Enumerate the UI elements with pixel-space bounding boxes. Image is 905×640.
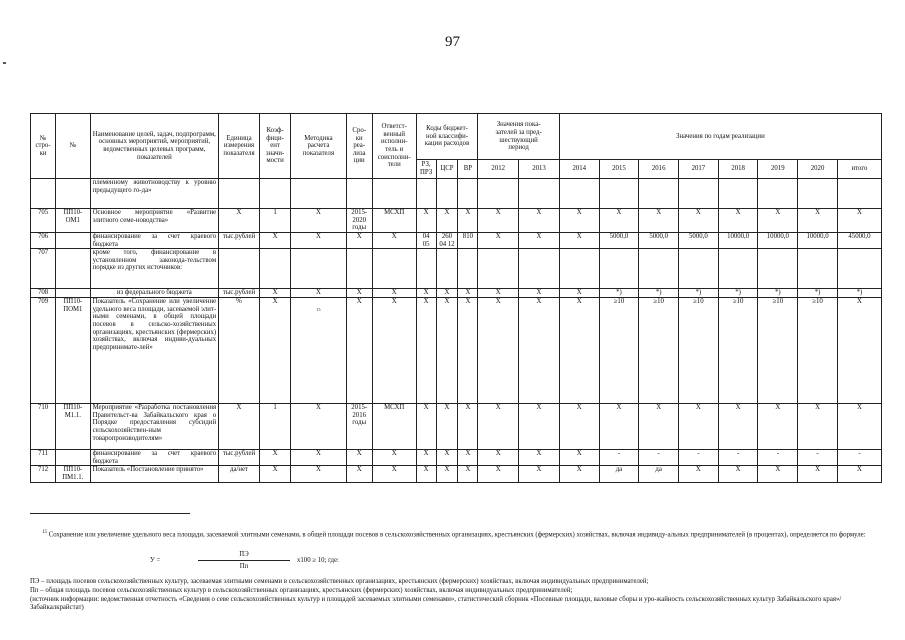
- row-term: 2015-2020 годы: [346, 209, 372, 233]
- table-row: [31, 249, 882, 289]
- row-name: Показатель «Сохранение или увеличение удельного веса площади, засеваемой элит-ными семенами, в общей площади посевов в сельско-хозяйственных организациях, крестьянских (фермерских) хозяйствах, включая индиви-дуальных предпринимате-лей»: [90, 298, 219, 404]
- table-row: [31, 233, 882, 249]
- row-value-2016: 5000,0: [639, 233, 679, 249]
- row-value-2013: Х: [519, 466, 560, 482]
- row-code: ПП10-ПМ1.1.: [56, 466, 90, 482]
- row-value-2015: -: [599, 450, 639, 466]
- row-value-2019: *): [758, 289, 798, 298]
- row-value-итого: *): [837, 289, 881, 298]
- table-row: [31, 289, 882, 298]
- row-value-2013: [519, 179, 560, 209]
- row-method: Х: [291, 233, 346, 249]
- header-vr: ВР: [458, 160, 478, 179]
- row-rz: Х: [416, 466, 436, 482]
- row-method: Х: [291, 466, 346, 482]
- row-method: [291, 249, 346, 289]
- row-value-2014: [559, 249, 599, 289]
- header-year-2020: 2020: [798, 160, 838, 179]
- row-unit: [219, 179, 260, 209]
- row-term: Х: [346, 289, 372, 298]
- row-value-2019: ≥10: [758, 298, 798, 404]
- header-method: Методика расчета показателя: [291, 114, 346, 179]
- row-term: Х: [346, 233, 372, 249]
- row-code: ПП10-М1.1.: [56, 404, 90, 450]
- row-value-2020: 10000,0: [798, 233, 838, 249]
- row-value-2018: Х: [718, 209, 758, 233]
- row-value-2019: Х: [758, 404, 798, 450]
- row-responsible: Х: [372, 466, 416, 482]
- row-csr: 260 04 12: [436, 233, 458, 249]
- table-row: [31, 298, 882, 404]
- formula-fraction: [198, 551, 290, 570]
- row-coef: [259, 179, 290, 209]
- row-value-2012: Х: [478, 233, 519, 249]
- definition-source: (источник информации: ведомственная отчетность «Сведения о севе сельскохозяйственных культур и площадей засеваемых элитными семенами», статистический сборник «Посевные площади, валовые сборы и уро-жайность сельскохозяйственных культур Забайкальского края»/Забайкалкрайстат): [30, 596, 842, 611]
- table-row: [31, 450, 882, 466]
- fraction-line: [198, 560, 290, 561]
- row-value-2019: Х: [758, 209, 798, 233]
- header-by-years: Значения по годам реализации: [559, 114, 881, 160]
- row-csr: Х: [436, 298, 458, 404]
- row-number: 706: [31, 233, 56, 249]
- row-rz: [416, 249, 436, 289]
- row-number: 709: [31, 298, 56, 404]
- page-number: 97: [445, 34, 460, 50]
- row-code: ПП10-ОМ1: [56, 209, 90, 233]
- footnote-text: [30, 529, 882, 539]
- header-coef: Коэф- фици- ент значи- мости: [259, 114, 290, 179]
- row-value-2017: [679, 179, 719, 209]
- row-value-2020: Х: [798, 404, 838, 450]
- row-value-2013: Х: [519, 233, 560, 249]
- row-method: Х: [291, 450, 346, 466]
- row-value-2016: [639, 249, 679, 289]
- table-row: [31, 209, 882, 233]
- header-csr: ЦСР: [436, 160, 458, 179]
- row-vr: [458, 249, 478, 289]
- row-value-2012: Х: [478, 404, 519, 450]
- row-value-2016: *): [639, 289, 679, 298]
- row-value-2013: Х: [519, 298, 560, 404]
- row-value-2014: Х: [559, 450, 599, 466]
- row-vr: [458, 179, 478, 209]
- row-method: [291, 179, 346, 209]
- row-value-2020: ≥10: [798, 298, 838, 404]
- row-rz: Х: [416, 298, 436, 404]
- row-value-итого: Х: [837, 404, 881, 450]
- row-value-2019: Х: [758, 466, 798, 482]
- row-value-2018: [718, 249, 758, 289]
- header-no: №: [56, 114, 90, 179]
- row-value-2017: Х: [679, 209, 719, 233]
- row-unit: тыс.рублей: [219, 450, 260, 466]
- row-vr: 810: [458, 233, 478, 249]
- row-csr: Х: [436, 209, 458, 233]
- row-csr: [436, 179, 458, 209]
- row-value-2020: Х: [798, 466, 838, 482]
- row-value-2012: [478, 249, 519, 289]
- row-value-2014: Х: [559, 298, 599, 404]
- row-code: [56, 249, 90, 289]
- row-vr: Х: [458, 298, 478, 404]
- row-value-2017: [679, 249, 719, 289]
- row-rz: [416, 179, 436, 209]
- row-number: 707: [31, 249, 56, 289]
- row-value-2016: -: [639, 450, 679, 466]
- row-value-2015: Х: [599, 209, 639, 233]
- row-coef: 1: [259, 404, 290, 450]
- row-value-2014: Х: [559, 233, 599, 249]
- row-value-2016: да: [639, 466, 679, 482]
- row-value-2017: Х: [679, 466, 719, 482]
- row-code: [56, 179, 90, 209]
- row-name: кроме того, финансирование в установленном законода-тельством порядке из других источников:: [90, 249, 219, 289]
- row-value-2016: Х: [639, 404, 679, 450]
- row-coef: Х: [259, 298, 290, 404]
- row-name: Основное мероприятие «Развитие элитного семе-новодства»: [90, 209, 219, 233]
- row-value-2013: [519, 249, 560, 289]
- row-coef: 1: [259, 209, 290, 233]
- row-value-2012: Х: [478, 209, 519, 233]
- row-value-2012: Х: [478, 289, 519, 298]
- row-value-2017: -: [679, 450, 719, 466]
- row-number: 712: [31, 466, 56, 482]
- row-responsible: Х: [372, 233, 416, 249]
- row-unit: тыс.рублей: [219, 233, 260, 249]
- header-row-no: № стро- ки: [31, 114, 56, 179]
- row-value-2020: [798, 179, 838, 209]
- row-value-2012: Х: [478, 450, 519, 466]
- row-value-2018: Х: [718, 404, 758, 450]
- header-rz: РЗ, ПРЗ: [416, 160, 436, 179]
- row-number: 711: [31, 450, 56, 466]
- row-responsible: [372, 249, 416, 289]
- row-value-итого: Х: [837, 209, 881, 233]
- header-year-2014: 2014: [559, 160, 599, 179]
- row-code: ПП10-ПОМ1: [56, 298, 90, 404]
- header-name: Наименование целей, задач, подпрограмм, основных мероприятий, мероприятий, ведомственных целевых программ, показателей: [90, 114, 219, 179]
- row-value-2013: Х: [519, 404, 560, 450]
- row-csr: Х: [436, 450, 458, 466]
- table-row: [31, 179, 882, 209]
- row-method: Х: [291, 209, 346, 233]
- row-name: финансирование за счет краевого бюджета: [90, 233, 219, 249]
- row-value-2016: [639, 179, 679, 209]
- margin-mark: [3, 62, 6, 64]
- row-unit: Х: [219, 209, 260, 233]
- header-total: итого: [837, 160, 881, 179]
- header-year-2013: 2013: [519, 160, 560, 179]
- row-value-2020: Х: [798, 209, 838, 233]
- footnote-text-body: Сохранение или увеличение удельного веса площади, засеваемой элитными семенами, в общей площади посевов в сельскохозяйственных организациях, крестьянских (фермерских) хозяйствах, включая индивиду-альных предпринимателей (в процентах), определяется по формуле:: [48, 531, 866, 539]
- row-vr: Х: [458, 466, 478, 482]
- row-method: 15: [291, 298, 346, 404]
- row-value-2019: 10000,0: [758, 233, 798, 249]
- row-term: 2015-2016 годы: [346, 404, 372, 450]
- row-value-2018: *): [718, 289, 758, 298]
- row-value-2013: Х: [519, 209, 560, 233]
- row-coef: Х: [259, 450, 290, 466]
- row-value-2020: *): [798, 289, 838, 298]
- row-vr: Х: [458, 450, 478, 466]
- row-value-2019: -: [758, 450, 798, 466]
- row-value-итого: Х: [837, 298, 881, 404]
- row-unit: тыс.рублей: [219, 289, 260, 298]
- row-code: [56, 450, 90, 466]
- row-rz: 04 05: [416, 233, 436, 249]
- row-unit: %: [219, 298, 260, 404]
- row-value-2014: Х: [559, 404, 599, 450]
- row-value-2019: [758, 249, 798, 289]
- row-value-итого: Х: [837, 466, 881, 482]
- row-responsible: Х: [372, 298, 416, 404]
- row-term: Х: [346, 298, 372, 404]
- row-term: Х: [346, 450, 372, 466]
- header-year-2016: 2016: [639, 160, 679, 179]
- row-value-2012: Х: [478, 466, 519, 482]
- row-value-итого: -: [837, 450, 881, 466]
- formula-rhs: х100 ≥ 10; где:: [297, 557, 339, 564]
- row-value-итого: 45000,0: [837, 233, 881, 249]
- row-term: [346, 179, 372, 209]
- row-value-итого: [837, 179, 881, 209]
- row-responsible: Х: [372, 289, 416, 298]
- row-value-2013: Х: [519, 289, 560, 298]
- row-vr: Х: [458, 289, 478, 298]
- header-terms: Сро- ки реа- лиза ции: [346, 114, 372, 179]
- row-coef: Х: [259, 466, 290, 482]
- row-value-2015: *): [599, 289, 639, 298]
- row-value-2014: Х: [559, 289, 599, 298]
- row-value-2012: [478, 179, 519, 209]
- row-value-2018: Х: [718, 466, 758, 482]
- header-prev-period: Значения пока- зателей за пред- шествующий период: [478, 114, 560, 160]
- row-value-2018: [718, 179, 758, 209]
- row-responsible: Х: [372, 450, 416, 466]
- row-coef: Х: [259, 289, 290, 298]
- row-unit: [219, 249, 260, 289]
- row-value-2015: да: [599, 466, 639, 482]
- row-number: 708: [31, 289, 56, 298]
- program-table: [30, 113, 882, 483]
- row-value-2012: Х: [478, 298, 519, 404]
- row-responsible: МСХП: [372, 404, 416, 450]
- row-value-2015: [599, 179, 639, 209]
- header-year-2012: 2012: [478, 160, 519, 179]
- row-vr: Х: [458, 404, 478, 450]
- row-csr: Х: [436, 466, 458, 482]
- row-value-2016: Х: [639, 209, 679, 233]
- row-value-2015: ≥10: [599, 298, 639, 404]
- row-rz: Х: [416, 209, 436, 233]
- row-number: [31, 179, 56, 209]
- header-year-2015: 2015: [599, 160, 639, 179]
- row-code: [56, 289, 90, 298]
- table-row: [31, 404, 882, 450]
- row-value-2015: 5000,0: [599, 233, 639, 249]
- row-vr: Х: [458, 209, 478, 233]
- header-year-2017: 2017: [679, 160, 719, 179]
- row-value-2018: 10000,0: [718, 233, 758, 249]
- row-name: из федерального бюджета: [90, 289, 219, 298]
- row-unit: Х: [219, 404, 260, 450]
- row-value-2013: Х: [519, 450, 560, 466]
- definition-pp: Пп – общая площадь посевов сельскохозяйственных культур в сельскохозяйственных организациях, крестьянских (фермерских) хозяйствах, включая индивидуальных предпринимателей;: [30, 587, 573, 594]
- row-csr: Х: [436, 289, 458, 298]
- row-value-2017: ≥10: [679, 298, 719, 404]
- row-coef: [259, 249, 290, 289]
- row-name: племенному животноводству к уровню предыдущего го-да»: [90, 179, 219, 209]
- row-number: 705: [31, 209, 56, 233]
- header-unit: Единица измерения показателя: [219, 114, 260, 179]
- row-value-2017: *): [679, 289, 719, 298]
- header-year-2019: 2019: [758, 160, 798, 179]
- row-code: [56, 233, 90, 249]
- row-method: Х: [291, 404, 346, 450]
- row-method: Х: [291, 289, 346, 298]
- formula-numerator: ПЭ: [239, 551, 249, 558]
- row-responsible: МСХП: [372, 209, 416, 233]
- row-value-2015: [599, 249, 639, 289]
- formula-lhs: У =: [150, 557, 161, 564]
- row-term: [346, 249, 372, 289]
- row-name: Показатель «Постановление принято»: [90, 466, 219, 482]
- row-value-2014: Х: [559, 466, 599, 482]
- table-row: [31, 466, 882, 482]
- row-value-2018: ≥10: [718, 298, 758, 404]
- row-coef: Х: [259, 233, 290, 249]
- row-csr: Х: [436, 404, 458, 450]
- definition-pe: ПЭ – площадь посевов сельскохозяйственных культур, засеваемая элитными семенами в сельскохозяйственных организациях, крестьянских (фермерских) хозяйствах, включая индивидуальных предпринимателей;: [30, 578, 649, 585]
- row-value-2019: [758, 179, 798, 209]
- row-value-2014: [559, 179, 599, 209]
- row-name: финансирование за счет краевого бюджета: [90, 450, 219, 466]
- header-year-2018: 2018: [718, 160, 758, 179]
- row-rz: Х: [416, 289, 436, 298]
- formula-denominator: Пп: [239, 563, 249, 570]
- row-rz: Х: [416, 450, 436, 466]
- row-rz: Х: [416, 404, 436, 450]
- row-value-итого: [837, 249, 881, 289]
- row-value-2014: Х: [559, 209, 599, 233]
- row-value-2020: -: [798, 450, 838, 466]
- row-value-2017: 5000,0: [679, 233, 719, 249]
- header-budget-codes: Коды бюджет- ной классифи- кации расходов: [416, 114, 478, 160]
- footnote-mark: 15: [42, 530, 47, 535]
- row-name: Мероприятие «Разработка постановления Правительст-ва Забайкальского края о Порядке предоставления субсидий сельскохозяйствен-ным товаропроизводителям»: [90, 404, 219, 450]
- row-value-2018: -: [718, 450, 758, 466]
- row-value-2020: [798, 249, 838, 289]
- row-number: 710: [31, 404, 56, 450]
- row-value-2016: ≥10: [639, 298, 679, 404]
- header-responsible: Ответст- венный исполни- тель и соисполни- тели: [372, 114, 416, 179]
- row-responsible: [372, 179, 416, 209]
- row-unit: да/нет: [219, 466, 260, 482]
- row-value-2017: Х: [679, 404, 719, 450]
- row-csr: [436, 249, 458, 289]
- footnote-rule: [30, 513, 190, 514]
- row-value-2015: Х: [599, 404, 639, 450]
- row-term: Х: [346, 466, 372, 482]
